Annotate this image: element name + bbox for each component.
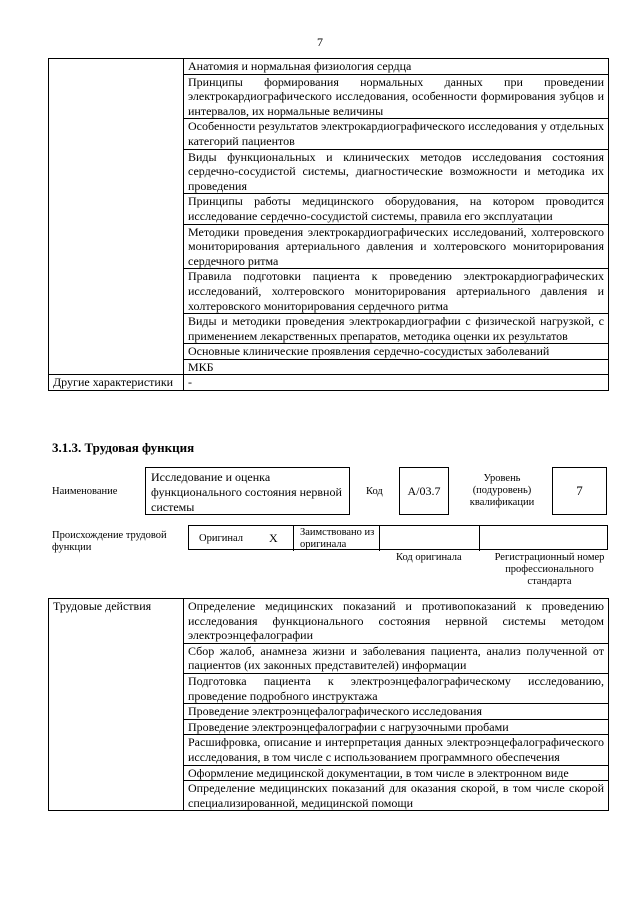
- table-row: [49, 375, 609, 391]
- table-cell: Оформление медицинской документации, в том числе в электронном виде: [184, 765, 609, 781]
- table-cell: Расшифровка, описание и интерпретация данных электроэнцефалографического исследования, в том числе с использованием программного обеспечения: [184, 735, 609, 765]
- knowledge-table: [48, 58, 609, 391]
- table-cell: Проведение электроэнцефалографии с нагрузочными пробами: [184, 719, 609, 735]
- table-cell: Сбор жалоб, анамнеза жизни и заболевания пациента, анализ полученной от пациентов (их законных представителей) информации: [184, 643, 609, 673]
- original-code-caption: Код оригинала: [396, 552, 462, 563]
- level-label: Уровень (подуровень) квалификации: [469, 473, 535, 508]
- table-cell-label: [49, 59, 184, 375]
- table-cell: Методики проведения электрокардиографических исследований, холтеровского мониторирования артериального давления и холтеровского мониторирования сердечного ритма: [184, 224, 609, 269]
- level-value: 7: [552, 467, 607, 515]
- table-cell: Основные клинические проявления сердечно-сосудистых заболеваний: [184, 344, 609, 360]
- table-cell: МКБ: [184, 359, 609, 375]
- registration-number-caption: Регистрационный номер профессионального стандарта: [494, 552, 605, 587]
- table-cell: -: [184, 375, 609, 391]
- table-cell: Определение медицинских показаний для оказания скорой, в том числе скорой специализированной, медицинской помощи: [184, 781, 609, 811]
- origin-row: [188, 525, 608, 550]
- original-mark: Х: [269, 531, 278, 545]
- original-cell: [189, 526, 293, 551]
- code-value: А/03.7: [399, 467, 449, 515]
- table-cell: Виды и методики проведения электрокардиографии с физической нагрузкой, с применением лекарственных препаратов, методика оценки их результатов: [184, 314, 609, 344]
- table-cell-label: Другие характеристики: [49, 375, 184, 391]
- table-row: [49, 59, 609, 75]
- original-label: Оригинал: [199, 533, 243, 544]
- table-cell: Подготовка пациента к электроэнцефалографическому исследованию, проведение подробного инструктажа: [184, 673, 609, 703]
- page-number: 7: [317, 35, 323, 49]
- table-cell: Принципы работы медицинского оборудования, на котором проводится исследование сердечно-сосудистой системы, правила его эксплуатации: [184, 194, 609, 224]
- registration-number-cell: [479, 526, 609, 551]
- original-code-cell: [379, 526, 479, 551]
- code-label: Код: [366, 486, 383, 497]
- table-cell: Особенности результатов электрокардиографического исследования у отдельных категорий пациентов: [184, 119, 609, 149]
- table-cell: Анатомия и нормальная физиология сердца: [184, 59, 609, 75]
- name-value: Исследование и оценка функционального состояния нервной системы: [145, 467, 350, 515]
- borrowed-cell: [293, 526, 379, 551]
- table-row: [49, 599, 609, 644]
- table-cell: Принципы формирования нормальных данных при проведении электрокардиографического исследования, особенности формирования зубцов и интервалов, их нормальные величины: [184, 74, 609, 119]
- origin-label: Происхождение трудовой функции: [52, 530, 167, 553]
- table-cell: Определение медицинских показаний и противопоказаний к проведению исследования функционального состояния нервной системы методом электроэнцефалографии: [184, 599, 609, 644]
- name-label: Наименование: [52, 486, 118, 497]
- borrowed-label: Заимствовано из оригинала: [300, 527, 375, 550]
- table-cell: Виды функциональных и клинических методов исследования состояния сердечно-сосудистой системы, диагностические возможности и методика их проведения: [184, 149, 609, 194]
- table-cell: Проведение электроэнцефалографического исследования: [184, 704, 609, 720]
- table-cell-label: Трудовые действия: [49, 599, 184, 811]
- labor-actions-table: [48, 598, 609, 811]
- table-cell: Правила подготовки пациента к проведению электрокардиографических исследований, холтеровского мониторирования артериального давления и холтеровского мониторирования сердечного ритма: [184, 269, 609, 314]
- section-title: 3.1.3. Трудовая функция: [52, 440, 195, 455]
